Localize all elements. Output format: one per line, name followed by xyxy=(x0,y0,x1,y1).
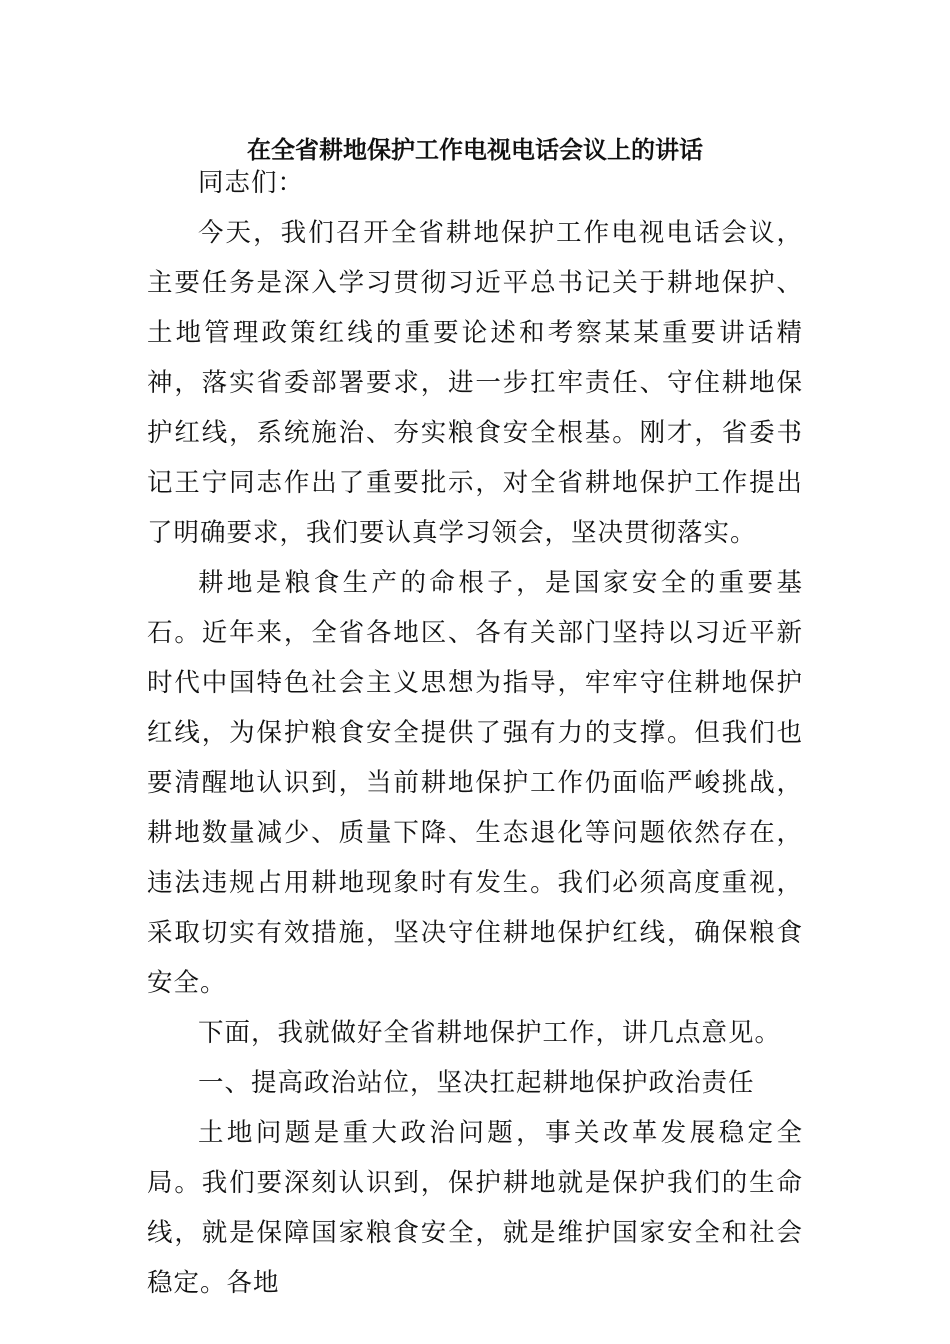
body-paragraph: 下面，我就做好全省耕地保护工作，讲几点意见。 xyxy=(198,1018,782,1048)
document-title: 在全省耕地保护工作电视电话会议上的讲话 xyxy=(247,135,703,164)
body-paragraph: 耕地是粮食生产的命根子，是国家安全的重要基石。近年来，全省各地区、各有关部门坚持以习近平新时代中国特色社会主义思想为指导，牢牢守住耕地保护红线，为保护粮食安全提供了强有力的支撑。但我们也要清醒地认识到，当前耕地保护工作仍面临严峻挑战，耕地数量减少、质量下降、生态退化等问题依然存在，违法违规占用耕地现象时有发生。我们必须高度重视，采取切实有效措施，坚决守住耕地保护红线，确保粮食安全。 xyxy=(147,568,803,998)
section-heading: 一、提高政治站位，坚决扛起耕地保护政治责任 xyxy=(198,1068,755,1098)
salutation-paragraph: 同志们： xyxy=(198,168,305,198)
body-paragraph: 今天，我们召开全省耕地保护工作电视电话会议，主要任务是深入学习贯彻习近平总书记关于耕地保护、土地管理政策红线的重要论述和考察某某重要讲话精神，落实省委部署要求，进一步扛牢责任、守住耕地保护红线，系统施治、夯实粮食安全根基。刚才，省委书记王宁同志作出了重要批示，对全省耕地保护工作提出了明确要求，我们要认真学习领会，坚决贯彻落实。 xyxy=(147,218,803,548)
body-paragraph: 土地问题是重大政治问题，事关改革发展稳定全局。我们要深刻认识到，保护耕地就是保护我们的生命线，就是保障国家粮食安全，就是维护国家安全和社会稳定。各地 xyxy=(147,1118,803,1298)
document-body xyxy=(147,158,803,1308)
